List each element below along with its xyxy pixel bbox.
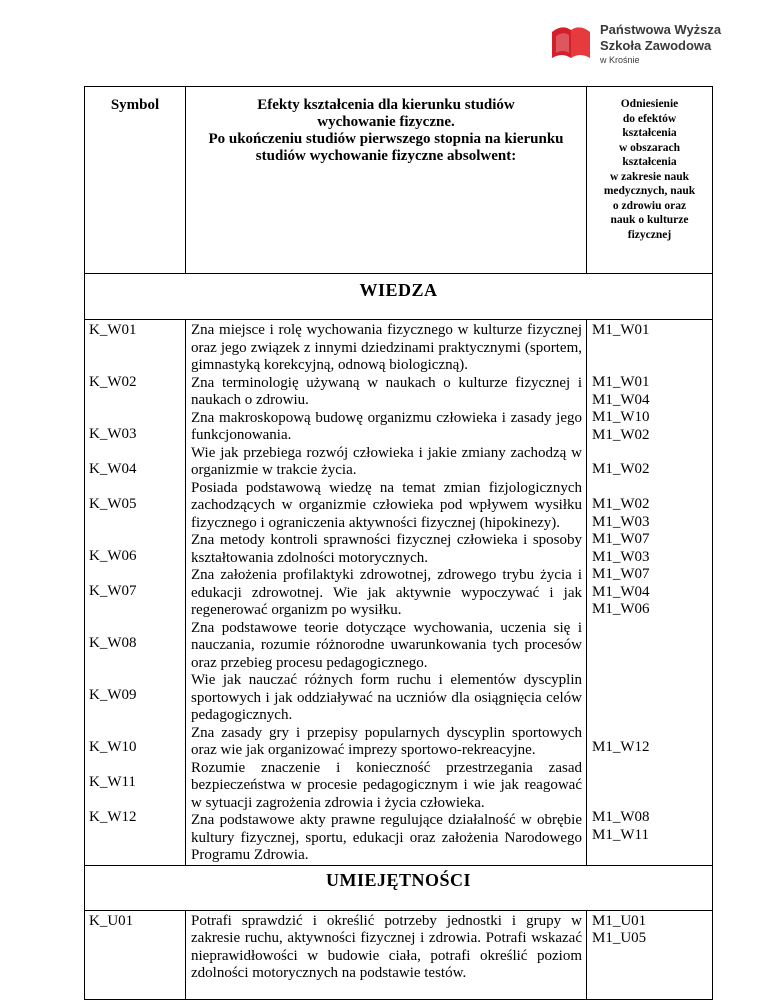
header-ref-line: o zdrowiu oraz	[612, 199, 687, 212]
ref-item: M1_W11	[592, 826, 649, 843]
ref-item: M1_W02	[592, 426, 650, 443]
desc-k-w10: Zna zasady gry i przepisy popularnych dyscyplin sportowych oraz wie jak organizować imprezy sportowo-rekreacyjne.	[191, 724, 582, 758]
section-row-wiedza	[85, 274, 713, 320]
desc-k-w12: Zna podstawowe akty prawne regulujące działalność w obrębie kultury fizycznej, sportu, edukacji oraz założenia Narodowego Programu Zdrowia.	[191, 812, 582, 863]
logo-line-3: w Krośnie	[600, 55, 640, 65]
ref-item: M1_W02	[592, 461, 650, 477]
ref-item: M1_W12	[592, 739, 650, 755]
desc-k-w03: Zna makroskopową budowę organizmu człowieka i zasady jego funkcjonowania.	[191, 409, 582, 443]
header-effects-line: wychowanie fizyczne.	[317, 114, 455, 130]
learning-outcomes-table	[84, 86, 713, 1000]
desc-k-w01: Zna miejsce i rolę wychowania fizycznego w kulturze fizycznej oraz jego związek z innymi dziedzinami praktycznymi (sportem, gimnastyką korekcyjną, odnową biologiczną).	[191, 322, 582, 373]
code-k-w10: K_W10	[89, 739, 137, 755]
umiejetnosci-descriptions	[186, 910, 587, 999]
code-k-w03: K_W03	[89, 426, 137, 442]
logo-line-1: Państwowa Wyższa	[600, 22, 722, 37]
ref-item: M1_W10	[592, 409, 650, 425]
section-row-umiejetnosci	[85, 865, 713, 910]
ref-item: M1_W01	[592, 374, 650, 390]
ref-item: M1_W04	[592, 583, 650, 600]
desc-k-w07: Zna założenia profilaktyki zdrowotnej, zdrowego trybu życia i edukacji zdrowotnej. Wie jak aktywnie wypoczywać i jak regenerować organizm po wysiłku.	[191, 567, 582, 618]
ref-item: M1_W03	[592, 513, 650, 530]
wiedza-row	[85, 320, 713, 866]
code-k-u01: K_U01	[89, 912, 134, 929]
code-k-w02: K_W02	[89, 374, 137, 390]
desc-k-w08: Zna podstawowe teorie dotyczące wychowania, uczenia się i nauczania, rozumie różnorodne uwarunkowania tych procesów oraz przebieg procesu pedagogicznego.	[191, 619, 582, 671]
header-symbol: Symbol	[85, 87, 186, 274]
desc-k-w04: Wie jak przebiega rozwój człowieka i jakie zmiany zachodzą w organizmie w trakcie życia.	[191, 444, 582, 478]
header-effects-line: studiów wychowanie fizyczne absolwent:	[255, 148, 517, 164]
code-k-w07: K_W07	[89, 583, 137, 599]
wiedza-references	[587, 320, 713, 866]
header-effects-line: Po ukończeniu studiów pierwszego stopnia na kierunku	[208, 131, 564, 147]
wiedza-descriptions	[186, 320, 587, 866]
header-ref-line: w zakresie nauk	[609, 170, 690, 183]
header-ref-line: medycznych, nauk	[603, 185, 696, 197]
desc-k-w09: Wie jak nauczać różnych form ruchu i elementów dyscyplin sportowych i jak oddziaływać na uczniów dla osiągnięcia celów pedagogicznych.	[191, 672, 582, 723]
code-k-w11: K_W11	[89, 774, 136, 790]
ref-item: M1_W01	[592, 322, 650, 338]
header-ref-line: Odniesienie	[620, 98, 679, 110]
header-ref-line: fizycznej	[627, 228, 672, 241]
ref-item: M1_W02	[592, 496, 650, 512]
code-k-w06: K_W06	[89, 548, 137, 564]
header-ref-line: kształcenia	[622, 156, 677, 168]
umiejetnosci-references	[587, 910, 713, 999]
wiedza-codes	[85, 320, 186, 866]
ref-item: M1_U01	[592, 912, 647, 929]
desc-k-u01: Potrafi sprawdzić i określić potrzeby jednostki i grupy w zakresie ruchu, aktywności fizycznej i zdrowia. Potrafi wskazać nieprawidłowości w budowie ciała, potrafi określić poziom zdolności motorycznych na podstawie testów.	[191, 912, 582, 981]
desc-k-w02: Zna terminologię używaną w naukach o kulturze fizycznej i naukach o zdrowiu.	[191, 374, 582, 408]
header-effects-line: Efekty kształcenia dla kierunku studiów	[257, 97, 515, 113]
code-k-w09: K_W09	[89, 687, 137, 703]
header-ref-line: do efektów	[622, 112, 677, 125]
desc-k-w11: Rozumie znaczenie i konieczność przestrzegania zasad bezpieczeństwa w procesie pedagogicznym i wie jak reagować w sytuacji zagrożenia zdrowia i życia człowieka.	[191, 759, 582, 811]
ref-item: M1_W07	[592, 531, 650, 547]
code-k-w12: K_W12	[89, 809, 137, 825]
logo-line-2: Szkoła Zawodowa	[600, 38, 712, 53]
ref-item: M1_U05	[592, 930, 647, 946]
header-ref-line: nauk o kulturze	[610, 214, 689, 226]
umiejetnosci-row	[85, 910, 713, 999]
ref-item: M1_W08	[592, 809, 650, 825]
ref-item: M1_W06	[592, 601, 650, 617]
code-k-w04: K_W04	[89, 461, 137, 477]
table-header-row	[85, 87, 713, 274]
section-title-wiedza: WIEDZA	[85, 274, 713, 320]
code-k-w01: K_W01	[89, 322, 137, 338]
umiejetnosci-codes	[85, 910, 186, 999]
code-k-w08: K_W08	[89, 635, 137, 651]
ref-item: M1_W07	[592, 566, 650, 582]
school-logo	[548, 20, 728, 68]
header-ref-line: kształcenia	[622, 127, 677, 139]
header-reference	[587, 87, 713, 274]
desc-k-w06: Zna metody kontroli sprawności fizycznej człowieka i sposoby kształtowania zdolności motorycznych.	[191, 532, 582, 566]
book-logo-icon	[548, 20, 594, 60]
ref-item: M1_W03	[592, 548, 650, 565]
section-title-umiejetnosci: UMIEJĘTNOŚCI	[85, 865, 713, 910]
header-ref-line: w obszarach	[618, 141, 680, 154]
ref-item: M1_W04	[592, 391, 650, 408]
header-effects	[186, 87, 587, 274]
code-k-w05: K_W05	[89, 496, 137, 512]
desc-k-w05: Posiada podstawową wiedzę na temat zmian fizjologicznych zachodzących w organizmie człowieka pod wpływem wysiłku fizycznego i ograniczenia aktywności fizycznej (hipokinezy).	[191, 479, 582, 531]
